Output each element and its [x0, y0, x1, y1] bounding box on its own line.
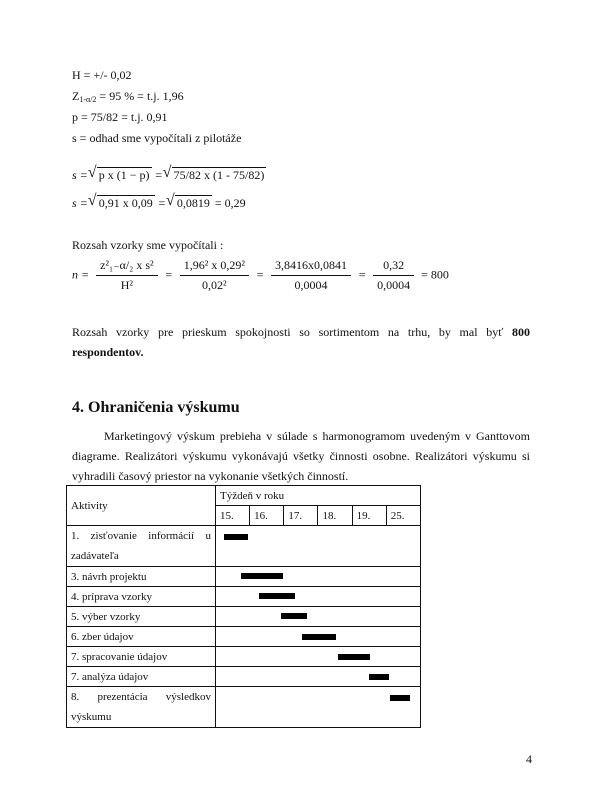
var-z [72, 89, 184, 107]
gantt-bar-cell [216, 667, 421, 687]
sample-frac-3-den: 0,0004 [294, 278, 328, 292]
sample-frac-3-num: 3,8416x0,0841 [271, 258, 351, 276]
gantt-col-header: Aktivity [67, 486, 216, 526]
formula-s2-root1: √ 0,91 x 0,09 [97, 195, 155, 211]
gantt-bar-6 [302, 634, 336, 640]
gantt-week: 25. [386, 506, 420, 526]
var-h: H = +/- 0,02 [72, 68, 132, 82]
section-paragraph: Marketingový výskum prebieha v súlade s harmonogramom uvedeným v Ganttovom diagrame. Realizátori výskumu vykonávajú všetky činnosti osobne. Realizátori výskumu si vyhradili časový priestor na vykonanie všetkých činností. [72, 429, 530, 483]
gantt-week: 15. [216, 506, 250, 526]
var-z-rest: = 95 % = t.j. 1,96 [96, 89, 184, 103]
gantt-activity: 6. zber údajov [67, 627, 216, 647]
conclusion-paragraph [72, 322, 530, 362]
formula-s1-root2: √ 75/82 x (1 - 75/82) [172, 167, 267, 183]
gantt-week: 19. [352, 506, 386, 526]
conclusion-bold: 800 respondentov. [72, 325, 530, 359]
var-p: p = 75/82 = t.j. 0,91 [72, 110, 168, 124]
gantt-activity: 3. návrh projektu [67, 567, 216, 587]
formula-s-line-2 [72, 195, 246, 211]
sample-frac-1 [96, 258, 158, 293]
gantt-bar-cell [216, 647, 421, 667]
sample-formula [72, 258, 449, 293]
gantt-activity: 7. analýza údajov [67, 667, 216, 687]
gantt-bar-7 [338, 654, 370, 660]
formula-s2-lhs: s = [72, 196, 88, 210]
gantt-bar-1 [224, 534, 248, 540]
page-number: 4 [526, 752, 532, 766]
sample-eq-1: = [164, 267, 173, 282]
formula-s1-root1: √ p x (1 − p) [97, 167, 152, 183]
gantt-week: 16. [250, 506, 284, 526]
gantt-bar-7b [369, 674, 389, 680]
gantt-week-header: Týždeň v roku [216, 486, 421, 506]
sample-frac-2-den: 0,02² [202, 278, 227, 292]
sample-frac-4 [373, 258, 414, 293]
sample-eq-2: = [255, 267, 265, 282]
sample-n: n = [72, 267, 90, 282]
gantt-activity: 7. spracovanie údajov [67, 647, 216, 667]
gantt-bar-3 [241, 573, 283, 579]
formula-s1-eq: = [154, 168, 163, 182]
formula-s2-root2: √ 0,0819 [175, 195, 212, 211]
formula-s2-eq1: = [157, 196, 166, 210]
sample-eq-3: = [358, 267, 367, 282]
var-z-sub: 1-α/2 [79, 95, 97, 104]
gantt-activity: 5. výber vzorky [67, 607, 216, 627]
sample-frac-1-num: z²₁₋α/₂ x s² [96, 258, 158, 276]
gantt-bar-cell [216, 587, 421, 607]
sample-frac-2-num: 1,96² x 0,29² [180, 258, 249, 276]
gantt-activity: 4. príprava vzorky [67, 587, 216, 607]
gantt-bar-4 [259, 593, 295, 599]
sample-frac-1-den: H² [120, 278, 133, 292]
sample-frac-3 [271, 258, 351, 293]
gantt-bar-cell [216, 526, 421, 567]
gantt-bar-8 [390, 695, 410, 701]
gantt-week: 17. [284, 506, 318, 526]
gantt-activity: 8. prezentácia výsledkov výskumu [67, 687, 216, 728]
var-z-main: Z [72, 89, 80, 103]
sample-frac-4-den: 0,0004 [377, 278, 411, 292]
formula-s1-lhs: s = [72, 168, 88, 182]
var-s: s = odhad sme vypočítali z pilotáže [72, 131, 242, 145]
section-title: 4. Ohraničenia výskumu [72, 399, 240, 416]
gantt-bar-cell [216, 687, 421, 728]
formula-s-line-1 [72, 167, 266, 183]
sample-result: = 800 [421, 267, 449, 282]
formula-s2-eq2: = 0,29 [214, 196, 246, 210]
gantt-bar-cell [216, 607, 421, 627]
sample-frac-4-num: 0,32 [373, 258, 414, 276]
sample-frac-2 [180, 258, 249, 293]
gantt-bar-5 [281, 613, 307, 619]
gantt-activity: 1. zisťovanie informácií u zadávateľa [67, 526, 216, 567]
gantt-table [66, 485, 421, 728]
gantt-chart [66, 485, 421, 733]
sample-intro: Rozsah vzorky sme vypočítali : [72, 238, 224, 252]
conclusion-text: Rozsah vzorky pre prieskum spokojnosti so sortimentom na trhu, by mal byť [72, 325, 512, 339]
gantt-week: 18. [318, 506, 352, 526]
